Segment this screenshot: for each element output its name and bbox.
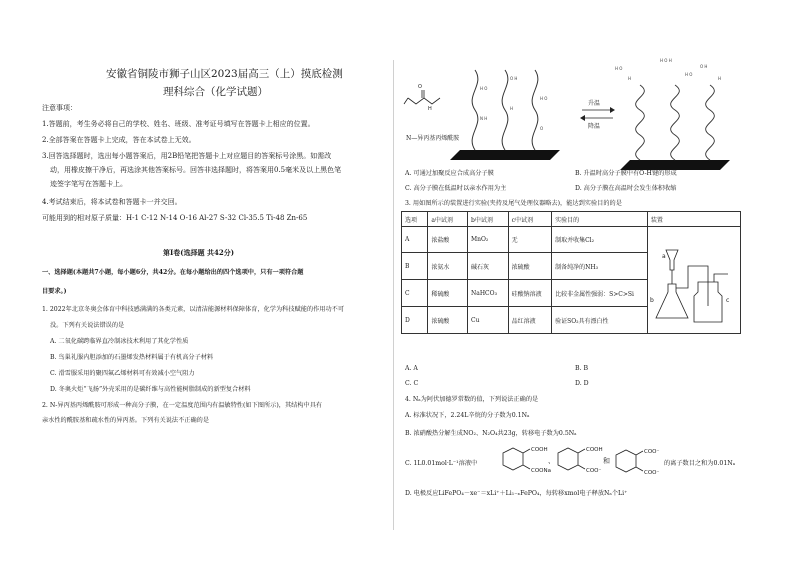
table-cell: MnO₂ xyxy=(468,227,509,253)
group-label: COOH xyxy=(531,447,548,453)
q3-answer-d: D. D xyxy=(575,380,589,387)
table-cell: 浓硫酸 xyxy=(428,307,468,334)
svg-text:、: 、 xyxy=(548,457,555,465)
svg-text:H: H xyxy=(628,76,632,81)
table-cell: 验证SO₂具有漂白性 xyxy=(552,307,648,334)
table-cell: A xyxy=(402,227,428,253)
svg-text:H: H xyxy=(510,106,514,111)
svg-text:O: O xyxy=(418,84,422,90)
atomic-masses: 可能用到的相对原子质量：H-1 C-12 N-14 O-16 Al-27 S-32 Cl-35.5 Ti-48 Zn-65 xyxy=(42,214,308,222)
q3-answer-b: B. B xyxy=(575,365,589,372)
svg-text:O H: O H xyxy=(700,64,708,69)
note-line: 4.考试结束后，将本试卷和答题卡一并交回。 xyxy=(42,198,182,206)
table-cell: 品红溶液 xyxy=(508,307,551,334)
q3-stem: 3. 用如图所示的装置进行实验(夹持及尾气处理仪器略去)，能达到实验目的的是 xyxy=(405,200,622,207)
section-intro: 目要求。) xyxy=(42,288,67,295)
apparatus-label-a: a xyxy=(662,253,666,260)
table-cell: 浓硫酸 xyxy=(508,253,551,280)
q2-option-c: C. 高分子膜在低温时以亲水作用为主 xyxy=(405,185,507,192)
q2-stem: 亲水性的酰胺基和疏水性的异丙基。下列有关说法不正确的是 xyxy=(42,417,210,424)
table-header: c中试剂 xyxy=(508,212,551,227)
q4-stem: 4. Nₐ为阿伏加德罗常数的值，下列说法正确的是 xyxy=(405,396,539,403)
q2-option-a: A. 可通过加聚反应合成高分子膜 xyxy=(405,170,494,177)
section-heading: 第Ⅰ卷(选择题 共42分) xyxy=(163,248,235,257)
group-label: COONa xyxy=(531,468,551,474)
q4-option-a: A. 标准状况下，2.24L辛烷的分子数为0.1Nₐ xyxy=(405,412,530,419)
table-cell: Cu xyxy=(468,307,509,334)
table-header: 装置 xyxy=(647,212,740,227)
q2-option-b: B. 升温时高分子膜中有O-H键的形成 xyxy=(575,170,677,177)
heat-label: 升温 xyxy=(588,100,601,107)
apparatus-figure xyxy=(648,236,736,336)
notes-heading: 注意事项： xyxy=(42,104,77,112)
substrate-left xyxy=(450,150,560,160)
table-cell: 碱石灰 xyxy=(468,253,509,280)
q3-answer-c: C. C xyxy=(405,380,419,387)
q1-option-c: C. 滑雪服采用的聚四氟乙烯材料可有效减小空气阻力 xyxy=(50,370,195,377)
table-cell: 硅酸钠溶液 xyxy=(508,280,551,307)
svg-text:和: 和 xyxy=(603,457,610,465)
group-label: COO⁻ xyxy=(586,468,602,474)
table-cell: C xyxy=(402,280,428,307)
group-label: COOH xyxy=(586,447,603,453)
q3-answer-a: A. A xyxy=(405,365,418,372)
apparatus-label-b: b xyxy=(650,297,654,304)
svg-text:H O: H O xyxy=(480,86,488,91)
table-header: 选项 xyxy=(402,212,428,227)
table-cell: 制取并收集Cl₂ xyxy=(552,227,648,253)
table-cell: 稀硫酸 xyxy=(428,280,468,307)
q1-option-b: B. 鸟巢礼服内胆添加的石墨烯发热材料属于有机高分子材料 xyxy=(50,354,214,361)
group-label: COO⁻ xyxy=(644,449,660,455)
section-intro: 一、选择题(本题共7小题，每小题6分，共42分。在每小题给出的四个选项中，只有一项符合题 xyxy=(42,269,304,276)
table-cell: 制备纯净的NH₃ xyxy=(552,253,648,280)
table-header: a中试剂 xyxy=(428,212,468,227)
monomer-label: N—异丙基丙烯酰胺 xyxy=(406,135,460,142)
cool-label: 降温 xyxy=(588,123,601,130)
extended-chains xyxy=(472,70,538,150)
polymer-membrane-figure xyxy=(400,50,745,172)
note-line: 迹签字笔写在答题卡上。 xyxy=(50,180,127,188)
table-cell: 比较非金属性强弱：S>C>Si xyxy=(552,280,648,307)
monomer-structure xyxy=(404,90,440,104)
table-cell: NaHCO₃ xyxy=(468,280,509,307)
q1-stem: 1. 2022年北京冬奥会体育中科技感满满的各类元素，以清洁能源材料保障体育，化学为科技赋能的作用功不可 xyxy=(42,306,345,313)
q2-stem: 2. N-异丙基丙烯酰胺可形成一种高分子膜，在一定温度范围内有温敏特性(如下图所示)，其结构中具有 xyxy=(42,402,323,409)
q1-stem: 没。下列有关说法错误的是 xyxy=(50,322,125,329)
table-header: 实验目的 xyxy=(552,212,648,227)
table-header-row xyxy=(402,212,741,227)
svg-text:N H: N H xyxy=(480,116,488,121)
q1-option-a: A. 二氧化碳跨临界直冷制冰技术利用了其化学性质 xyxy=(50,338,189,345)
table-cell: D xyxy=(402,307,428,334)
table-cell: 无 xyxy=(508,227,551,253)
column-divider xyxy=(393,60,394,530)
svg-text:H: H xyxy=(718,76,722,81)
note-line: 1.答题前，考生务必将自己的学校、姓名、班级、准考证号填写在答题卡上相应的位置。 xyxy=(42,120,315,128)
group-label: COO⁻ xyxy=(644,470,660,476)
svg-text:H O: H O xyxy=(540,96,548,101)
exam-title: 安徽省铜陵市狮子山区2023届高三（上）摸底检测 xyxy=(106,68,343,80)
q2-option-d: D. 高分子膜在高温时会发生体积收缩 xyxy=(575,185,677,192)
carboxylate-structures xyxy=(488,443,688,483)
q4-option-c: C. 1L0.01mol·L⁻¹溶液中 xyxy=(405,460,478,467)
table-header: b中试剂 xyxy=(468,212,509,227)
table-cell: 浓盐酸 xyxy=(428,227,468,253)
svg-text:H: H xyxy=(428,106,432,112)
substrate-right xyxy=(620,160,730,170)
note-line: 动，用橡皮擦干净后，再选涂其他答案标号。回答非选择题时，将答案用0.5毫米及以上黑色笔 xyxy=(50,166,342,174)
q4-option-c-tail: 的离子数目之和为0.01Nₐ xyxy=(664,460,736,467)
apparatus-label-c: c xyxy=(726,297,730,304)
table-cell: 浓氨水 xyxy=(428,253,468,280)
q4-option-b: B. 浓硝酸热分解生成NO₂、N₂O₄共23g，转移电子数为0.5Nₐ xyxy=(405,430,577,437)
svg-text:O: O xyxy=(540,126,544,131)
svg-text:O H: O H xyxy=(510,76,518,81)
svg-text:H O H: H O H xyxy=(660,58,672,63)
note-line: 2.全部答案在答题卡上完成，答在本试卷上无效。 xyxy=(42,136,196,144)
svg-text:H O: H O xyxy=(615,66,623,71)
q4-option-d: D. 电极反应LiFePO₄－xe⁻＝xLi⁺＋Li₁₋ₓFePO₄，每转移xmol电子释放Nₐ个Li⁺ xyxy=(405,490,628,497)
note-line: 3.回答选择题时，选出每小题答案后，用2B铅笔把答题卡上对应题目的答案标号涂黑。如需改 xyxy=(42,152,332,160)
q1-option-d: D. 冬奥火炬“飞扬”外壳采用的是碳纤维与高性能树脂制成的新型复合材料 xyxy=(50,386,251,393)
svg-text:H O: H O xyxy=(685,72,693,77)
exam-subtitle: 理科综合（化学试题） xyxy=(163,86,268,98)
collapsed-coils xyxy=(636,85,715,160)
table-cell: B xyxy=(402,253,428,280)
